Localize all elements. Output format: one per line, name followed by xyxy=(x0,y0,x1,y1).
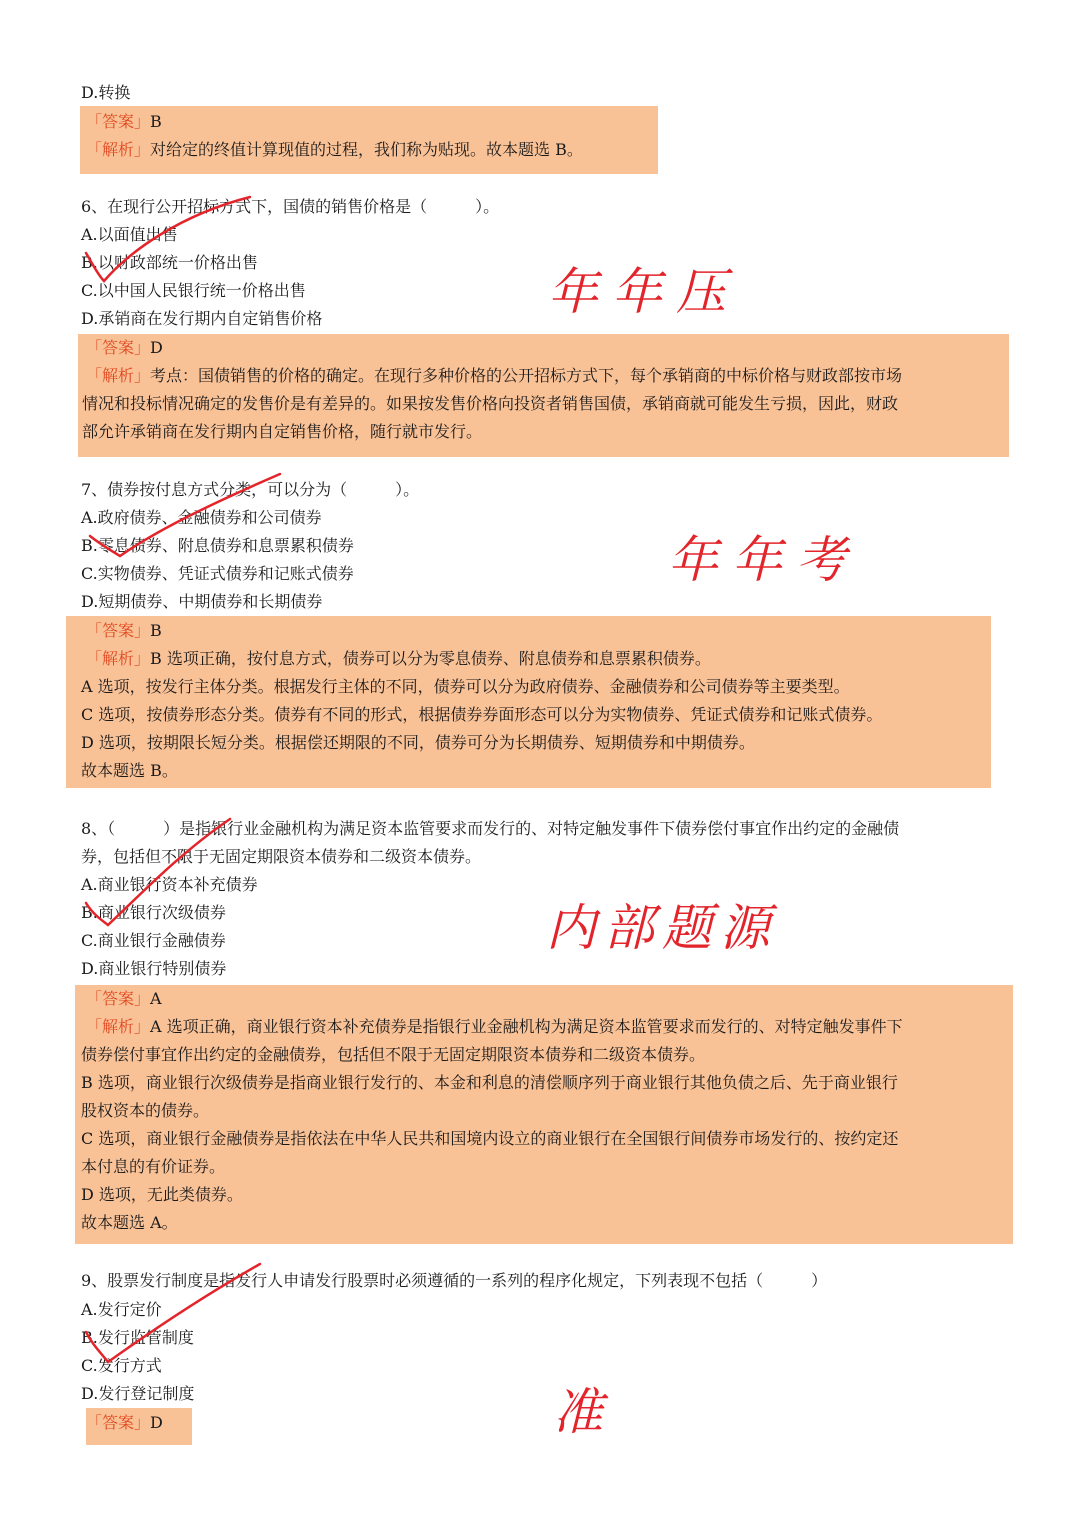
analysis-text: B 选项正确，按付息方式，债券可以分为零息债券、附息债券和息票累积债券。 xyxy=(150,649,711,668)
analysis-text: A 选项正确，商业银行资本补充债券是指银行业金融机构为满足资本监管要求而发行的、对特定触发事件下 xyxy=(150,1017,903,1036)
q7-analysis-line-1 xyxy=(86,645,711,673)
q9-option-c: C.发行方式 xyxy=(81,1356,162,1375)
answer-value: A xyxy=(150,989,162,1008)
q8-option-d: D.商业银行特别债券 xyxy=(81,959,227,978)
q7-option-a: A.政府债券、金融债券和公司债券 xyxy=(81,508,322,527)
answer-value: B xyxy=(150,112,162,131)
q8-analysis-line-6: 本付息的有价证券。 xyxy=(81,1157,226,1176)
q8-stem-line-1: 8、（ ）是指银行业金融机构为满足资本监管要求而发行的、对特定触发事件下债券偿付事宜作出约定的金融债 xyxy=(81,819,900,838)
analysis-text: 考点：国债销售的价格的确定。在现行多种价格的公开招标方式下，每个承销商的中标价格与财政部按市场 xyxy=(150,366,903,385)
q5-analysis-line xyxy=(86,136,583,164)
q8-analysis-line-8: 故本题选 A。 xyxy=(81,1213,178,1232)
q7-option-c: C.实物债券、凭证式债券和记账式债券 xyxy=(81,564,354,583)
analysis-tag: 「解析」 xyxy=(86,649,151,668)
q5-answer-box xyxy=(80,106,658,174)
q6-option-d: D.承销商在发行期内自定销售价格 xyxy=(81,309,323,328)
answer-value: D xyxy=(150,1413,163,1432)
q7-option-b: B.零息债券、附息债券和息票累积债券 xyxy=(81,536,354,555)
q9-stem: 9、股票发行制度是指发行人申请发行股票时必须遵循的一系列的程序化规定，下列表现不包括（ ） xyxy=(81,1271,828,1290)
analysis-tag: 「解析」 xyxy=(86,1017,151,1036)
q6-stem: 6、在现行公开招标方式下，国债的销售价格是（ ）。 xyxy=(81,197,500,216)
q6-analysis-line-2: 情况和投标情况确定的发售价是有差异的。如果按发售价格向投资者销售国债，承销商就可能发生亏损，因此，财政 xyxy=(82,394,899,413)
q8-answer-line xyxy=(86,985,162,1013)
q9-option-d: D.发行登记制度 xyxy=(81,1384,195,1403)
answer-value: B xyxy=(150,621,162,640)
q5-option-d: D.转换 xyxy=(81,83,131,102)
q7-analysis-line-5: 故本题选 B。 xyxy=(81,761,178,780)
q5-answer-line xyxy=(86,108,162,136)
q6-option-a: A.以面值出售 xyxy=(81,225,178,244)
handwritten-note: 准 xyxy=(553,1383,603,1441)
analysis-text: 对给定的终值计算现值的过程，我们称为贴现。故本题选 B。 xyxy=(150,140,583,159)
q8-option-c: C.商业银行金融债券 xyxy=(81,931,226,950)
handwritten-note: 年年压 xyxy=(548,263,740,321)
q8-analysis-line-2: 债券偿付事宜作出约定的金融债券，包括但不限于无固定期限资本债券和二级资本债券。 xyxy=(81,1045,706,1064)
q8-stem-line-2: 券，包括但不限于无固定期限资本债券和二级资本债券。 xyxy=(81,847,482,866)
q6-option-c: C.以中国人民银行统一价格出售 xyxy=(81,281,306,300)
analysis-tag: 「解析」 xyxy=(86,366,151,385)
q7-analysis-line-3: C 选项，按债券形态分类。债券有不同的形式，根据债券券面形态可以分为实物债券、凭证式债券和记账式债券。 xyxy=(81,705,883,724)
q7-stem: 7、债券按付息方式分类，可以分为（ ）。 xyxy=(81,480,420,499)
q9-answer-box xyxy=(86,1408,192,1445)
handwritten-note: 内部题源 xyxy=(546,899,778,957)
answer-tag: 「答案」 xyxy=(86,338,151,357)
q9-option-a: A.发行定价 xyxy=(81,1300,162,1319)
q8-analysis-line-1 xyxy=(86,1013,903,1041)
answer-tag: 「答案」 xyxy=(86,112,151,131)
q8-answer-box xyxy=(75,985,1013,1244)
handwritten-note: 年年考 xyxy=(668,531,860,589)
q8-option-a: A.商业银行资本补充债券 xyxy=(81,875,258,894)
q9-option-b: B.发行监管制度 xyxy=(81,1328,194,1347)
q8-analysis-line-5: C 选项，商业银行金融债券是指依法在中华人民共和国境内设立的商业银行在全国银行间债券市场发行的、按约定还 xyxy=(81,1129,899,1148)
q7-answer-box xyxy=(66,616,991,788)
answer-tag: 「答案」 xyxy=(86,989,151,1008)
q7-analysis-line-4: D 选项，按期限长短分类。根据偿还期限的不同，债券可分为长期债券、短期债券和中期债券。 xyxy=(81,733,755,752)
answer-tag: 「答案」 xyxy=(86,1413,151,1432)
q6-answer-box xyxy=(78,334,1009,457)
answer-tag: 「答案」 xyxy=(86,621,151,640)
q6-analysis-line-1 xyxy=(86,362,902,390)
q8-analysis-line-7: D 选项，无此类债券。 xyxy=(81,1185,243,1204)
q6-analysis-line-3: 部允许承销商在发行期内自定销售价格，随行就市发行。 xyxy=(82,422,483,441)
q7-option-d: D.短期债券、中期债券和长期债券 xyxy=(81,592,323,611)
analysis-tag: 「解析」 xyxy=(86,140,151,159)
answer-value: D xyxy=(150,338,163,357)
q7-answer-line xyxy=(86,617,162,645)
q6-answer-line xyxy=(86,334,163,362)
q8-option-b: B.商业银行次级债券 xyxy=(81,903,226,922)
q7-analysis-line-2: A 选项，按发行主体分类。根据发行主体的不同，债券可以分为政府债券、金融债券和公司债券等主要类型。 xyxy=(81,677,850,696)
q9-answer-line xyxy=(86,1409,163,1437)
q8-analysis-line-3: B 选项，商业银行次级债券是指商业银行发行的、本金和利息的清偿顺序列于商业银行其他负债之后、先于商业银行 xyxy=(81,1073,898,1092)
q6-option-b: B.以财政部统一价格出售 xyxy=(81,253,258,272)
q8-analysis-line-4: 股权资本的债券。 xyxy=(81,1101,210,1120)
